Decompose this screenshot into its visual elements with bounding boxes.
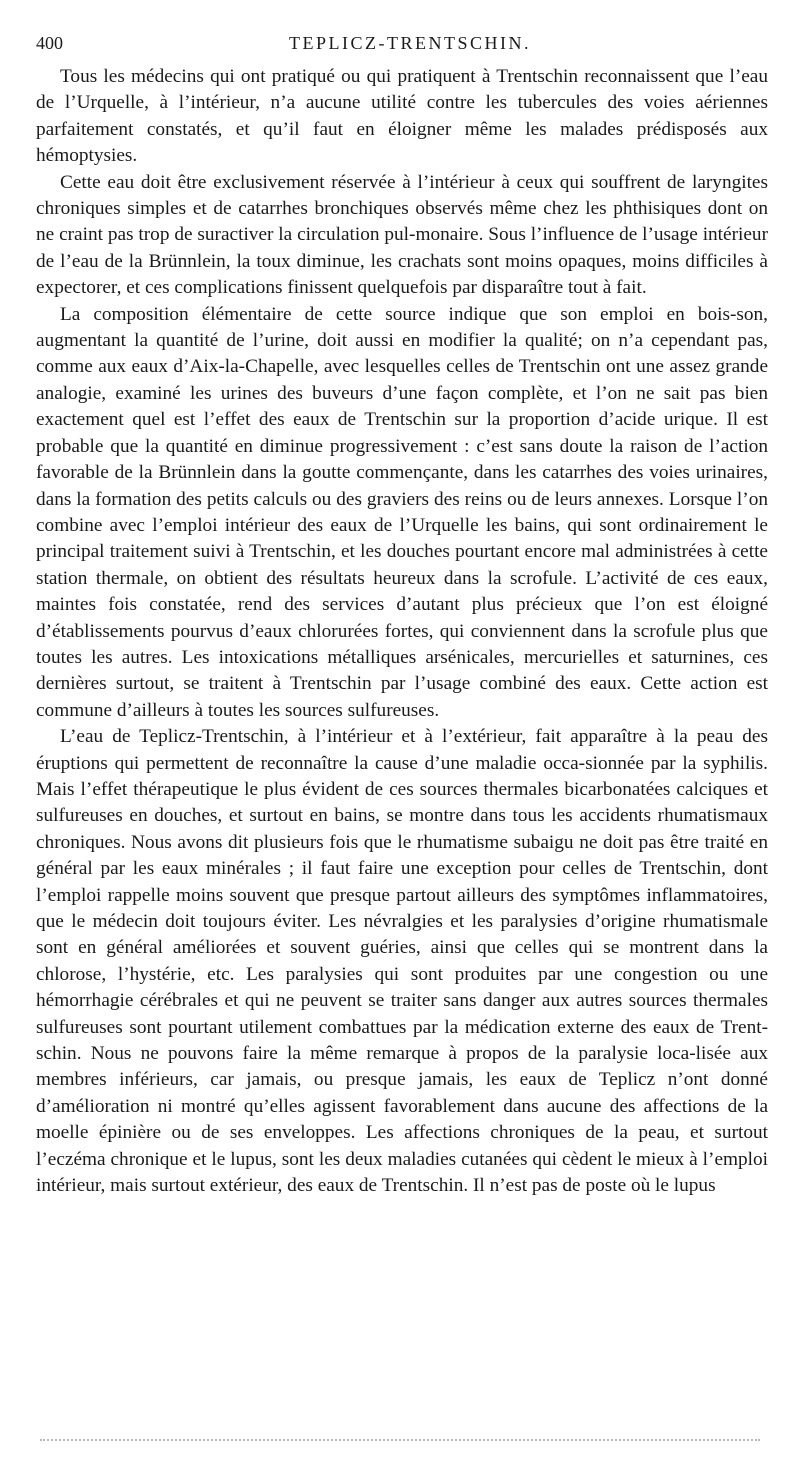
running-head xyxy=(36,30,768,56)
footer-dotted-rule xyxy=(40,1439,760,1441)
paragraph-3: La composition élémentaire de cette source indique que son emploi en bois-son, augmentant la quantité de l’urine, doit aussi en modifier la qualité; on n’a cependant pas, comme aux eaux d’Aix-la-Chapelle, avec lesquelles celles de Trentschin ont une assez grande analogie, examiné les urines des buveurs d’une façon complète, et l’on ne sait pas bien exactement quel est l’effet des eaux de Trentschin sur la proportion d’acide urique. Il est probable que la quantité en diminue progressivement : c’est sans doute la raison de l’action favorable de la Brünnlein dans la goutte commençante, dans les catarrhes des voies urinaires, dans la formation des petits calculs ou des graviers des reins ou de leurs annexes. Lorsque l’on combine avec l’emploi intérieur des eaux de l’Urquelle les bains, qui sont ordinairement le principal traitement suivi à Trentschin, et les douches pourtant encore mal administrées à cette station thermale, on obtient des résultats heureux dans la scrofule. L’activité de ces eaux, maintes fois constatée, rend des services d’autant plus précieux que l’on est éloigné d’établissements pourvus d’eaux chlorurées fortes, qui conviennent dans la scrofule plus que toutes les autres. Les intoxications métalliques arsénicales, mercurielles et saturnines, ces dernières surtout, se traitent à Trentschin par l’usage combiné des eaux. Cette action est commune d’ailleurs à toutes les sources sulfureuses. xyxy=(36,303,768,721)
paragraph-1: Tous les médecins qui ont pratiqué ou qui pratiquent à Trentschin reconnaissent que l’eau de l’Urquelle, à l’intérieur, n’a aucune utilité contre les tubercules des voies aériennes parfaitement constatés, et qu’il faut en éloigner même les malades prédisposés aux hémoptysies. xyxy=(36,66,768,167)
paragraph-4: L’eau de Teplicz-Trentschin, à l’intérieur et à l’extérieur, fait apparaître à la peau des éruptions qui permettent de reconnaître la cause d’une maladie occa-sionnée par la syphilis. Mais l’effet thérapeutique le plus évident de ces sources thermales bicarbonatées calciques et sulfureuses en douches, et surtout en bains, se montre dans tous les accidents rhumatismaux chroniques. Nous avons dit plusieurs fois que le rhumatisme subaigu ne doit pas être traité en général par les eaux minérales ; il faut faire une exception pour celles de Trentschin, dont l’emploi rappelle moins souvent que presque partout ailleurs des symptômes inflammatoires, que le médecin doit toujours éviter. Les névralgies et les paralysies d’origine rhumatismale sont en général améliorées et souvent guéries, ainsi que celles qui se montrent dans la chlorose, l’hystérie, etc. Les paralysies qui sont produites par une congestion ou une hémorrhagie cérébrales et qui ne peuvent se traiter sans danger aux autres sources thermales sulfureuses sont pourtant utilement combattues par la médication externe des eaux de Trent-schin. Nous ne pouvons faire la même remarque à propos de la paralysie loca-lisée aux membres inférieurs, car jamais, ou presque jamais, les eaux de Teplicz n’ont donné d’amélioration ni montré qu’elles agissent favorablement dans aucune des affections de la moelle épinière ou de ses enveloppes. Les affections chroniques de la peau, et surtout l’eczéma chronique et le lupus, sont les deux maladies cutanées qui cèdent le mieux à l’emploi intérieur, mais surtout extérieur, des eaux de Trentschin. Il n’est pas de poste où le lupus xyxy=(36,726,768,1197)
page-number: 400 xyxy=(36,33,63,53)
paragraph-2: Cette eau doit être exclusivement réservée à l’intérieur à ceux qui souffrent de laryngites chroniques simples et de catarrhes bronchiques observés même chez les phthisiques dont on ne craint pas trop de suractiver la circulation pul-monaire. Sous l’influence de l’usage intérieur de l’eau de la Brünnlein, la toux diminue, les crachats sont moins opaques, moins difficiles à expectorer, et ces complications finissent quelquefois par disparaître tout à fait. xyxy=(36,171,768,299)
body-text xyxy=(36,64,768,1199)
running-title: TEPLICZ-TRENTSCHIN. xyxy=(289,33,531,53)
